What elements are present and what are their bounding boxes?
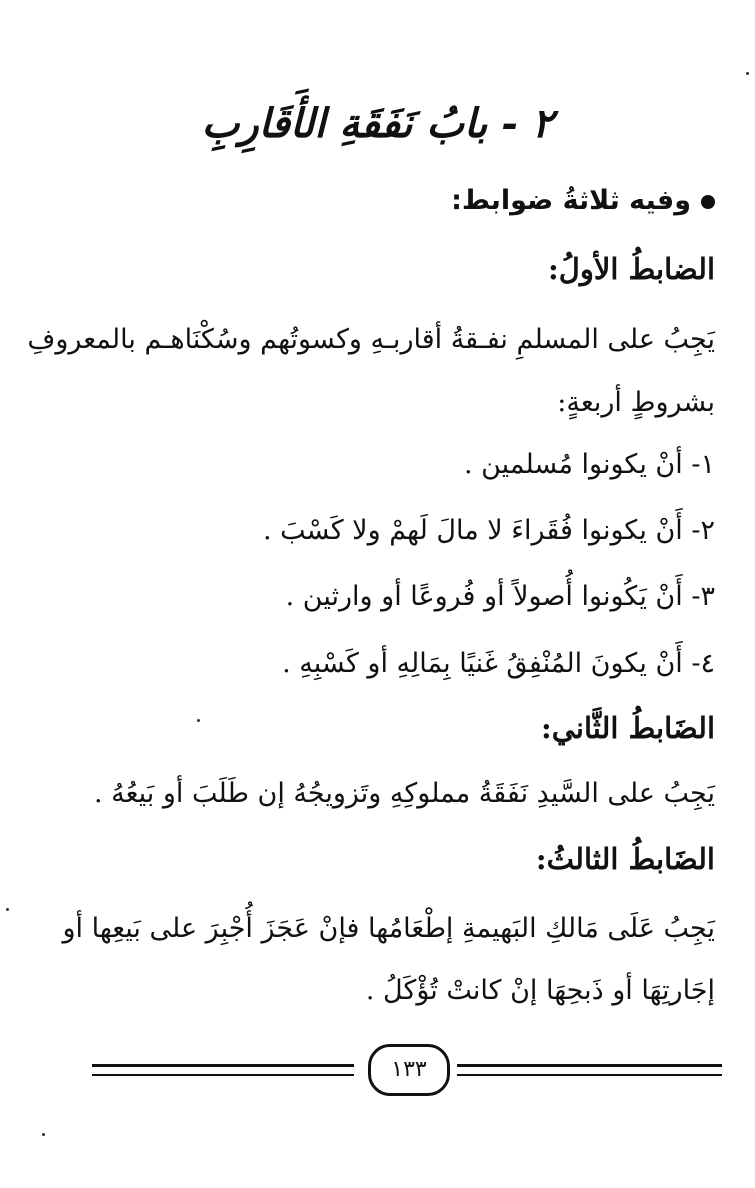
body-line: إجَارتِهَا أو ذَبحِهَا إنْ كانتْ تُؤْكَلُ . <box>365 975 715 1006</box>
bullet-icon <box>701 195 715 209</box>
footer-rule-left <box>92 1064 354 1076</box>
scan-speck <box>42 1133 45 1136</box>
section-heading: الضَابطُ الثَّاني: <box>541 711 715 745</box>
list-item: ١- أنْ يكونوا مُسلمين . <box>463 449 715 480</box>
body-line: يَجِبُ عَلَى مَالكِ البَهيمةِ إطْعَامُها فإنْ عَجَزَ أُجْبِرَ على بَيعِها أو <box>62 913 715 944</box>
scan-speck <box>6 908 9 911</box>
intro-text: وفيه ثلاثةُ ضوابط: <box>451 185 691 216</box>
body-line: بشروطٍ أربعةٍ: <box>557 387 715 418</box>
body-line: يَجِبُ على السَّيدِ نَفَقَةُ مملوكِهِ وتَزويجُهُ إن طَلَبَ أو بَيعُهُ . <box>93 778 715 809</box>
section-intro <box>70 185 715 216</box>
scan-speck <box>746 72 749 75</box>
body-line: يَجِبُ على المسلمِ نفـقةُ أقاربـهِ وكسوتُهم وسُكْنَاهـم بالمعروفِ <box>27 324 715 355</box>
list-item: ٢- أَنْ يكونوا فُقَراءَ لا مالَ لَهمْ ولا كَسْبَ . <box>262 515 715 546</box>
section-heading: الضابطُ الأولُ: <box>548 252 715 286</box>
list-item: ٣- أَنْ يَكُونوا أُصولاً أو فُروعًا أو وارثين . <box>285 581 715 612</box>
scan-speck <box>197 719 200 722</box>
section-heading: الضَابطُ الثالثُ: <box>535 842 715 876</box>
footer-rule-right <box>457 1064 722 1076</box>
page-number: ١٣٣ <box>368 1044 450 1096</box>
chapter-title: ٢ - بابُ نَفَقَةِ الأَقَارِبِ <box>201 100 554 147</box>
list-item: ٤- أَنْ يكونَ المُنْفِقُ غَنيًا بِمَالِهِ أو كَسْبِهِ . <box>282 648 715 679</box>
